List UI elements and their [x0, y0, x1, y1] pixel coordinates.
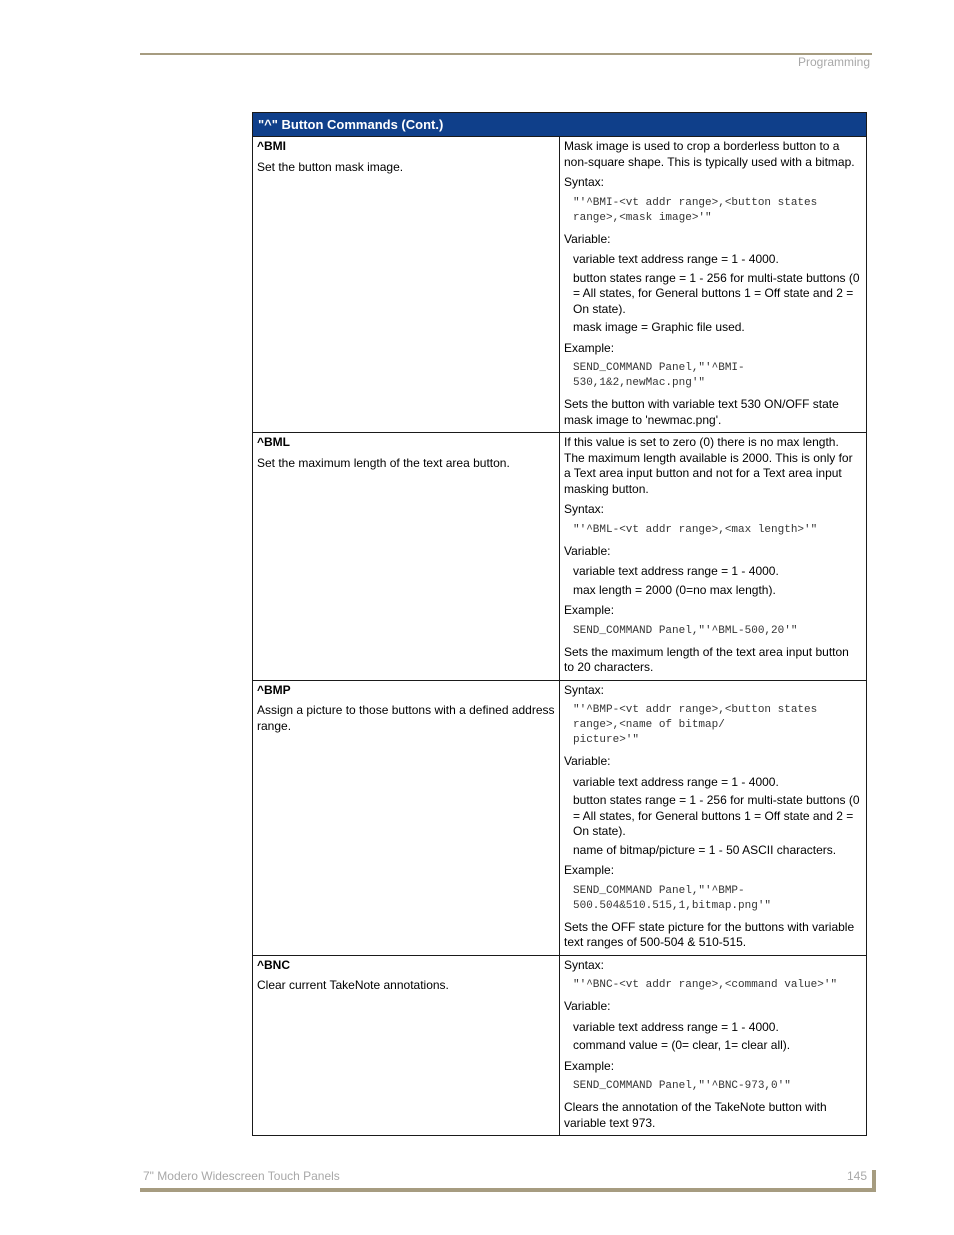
variable-item: name of bitmap/picture = 1 - 50 ASCII characters.	[573, 842, 837, 857]
syntax-code: "'^BNC-<vt addr range>,<command value>'"	[573, 979, 838, 991]
button-commands-table	[252, 112, 867, 1136]
variable-item: variable text address range = 1 - 4000.	[573, 1019, 779, 1034]
command-details	[560, 955, 867, 1136]
syntax-label: Syntax:	[564, 957, 605, 972]
syntax-label: Syntax:	[564, 502, 605, 516]
example-result: Sets the button with variable text 530 ON/OFF state mask image to 'newmac.png'.	[564, 397, 839, 427]
command-name: ^BMP	[257, 682, 291, 697]
command-details	[560, 433, 867, 681]
running-header: Programming	[797, 55, 870, 69]
command-cell	[253, 433, 560, 681]
example-result: Sets the maximum length of the text area input button to 20 characters.	[564, 644, 849, 674]
command-details	[560, 137, 867, 433]
example-code: SEND_COMMAND Panel,"'^BMP-500.504&510.515,1,bitmap.png'"	[573, 884, 772, 912]
command-summary: Set the button mask image.	[257, 159, 404, 174]
command-cell	[253, 955, 560, 1136]
table-row	[253, 137, 867, 433]
command-name: ^BNC	[257, 957, 291, 972]
command-details	[560, 680, 867, 955]
variable-item: mask image = Graphic file used.	[573, 320, 745, 334]
table-row	[253, 955, 867, 1136]
command-name: ^BMI	[257, 139, 287, 153]
command-cell	[253, 680, 560, 955]
syntax-code: "'^BMI-<vt addr range>,<button states range>,<mask image>'"	[573, 196, 824, 224]
variable-label: Variable:	[564, 754, 611, 768]
variable-label: Variable:	[564, 999, 611, 1013]
example-label: Example:	[564, 340, 615, 355]
command-intro: Mask image is used to crop a borderless button to a non-square shape. This is typically used with a bitmap.	[564, 139, 855, 169]
command-intro: If this value is set to zero (0) there is no max length. The maximum length available is 2000. This is only for a Text area input button and not for a Text area input masking button.	[564, 435, 853, 496]
example-code: SEND_COMMAND Panel,"'^BML-500,20'"	[573, 624, 798, 637]
variable-item: max length = 2000 (0=no max length).	[573, 582, 776, 597]
header-rule	[140, 53, 872, 55]
syntax-code: "'^BML-<vt addr range>,<max length>'"	[573, 523, 818, 536]
table-title: "^" Button Commands (Cont.)	[253, 113, 867, 137]
command-summary: Clear current TakeNote annotations.	[257, 978, 449, 992]
variable-label: Variable:	[564, 231, 611, 246]
variable-item: variable text address range = 1 - 4000.	[573, 564, 779, 578]
table-row	[253, 433, 867, 681]
example-code: SEND_COMMAND Panel,"'^BNC-973,0'"	[573, 1080, 791, 1092]
footer-rule	[140, 1188, 876, 1192]
footer-corner-mark	[872, 1170, 876, 1192]
table-header-row	[253, 113, 867, 137]
syntax-code: "'^BMP-<vt addr range>,<button states range>,<name of bitmap/ picture>'"	[573, 704, 818, 746]
variable-item: variable text address range = 1 - 4000.	[573, 252, 779, 266]
variable-item: button states range = 1 - 256 for multi-state buttons (0 = All states, for General buttons 1 = Off state and 2 = On state).	[573, 793, 860, 838]
command-cell	[253, 137, 560, 433]
variable-item: button states range = 1 - 256 for multi-state buttons (0 = All states, for General buttons 1 = Off state and 2 = On state).	[573, 270, 860, 316]
example-label: Example:	[564, 603, 615, 617]
command-name: ^BML	[257, 435, 290, 449]
command-summary: Assign a picture to those buttons with a defined address range.	[257, 703, 555, 733]
syntax-label: Syntax:	[564, 682, 605, 697]
variable-item: command value = (0= clear, 1= clear all).	[573, 1038, 791, 1052]
example-label: Example:	[564, 1058, 615, 1073]
syntax-label: Syntax:	[564, 175, 605, 189]
variable-label: Variable:	[564, 543, 611, 558]
footer-title: 7" Modero Widescreen Touch Panels	[143, 1169, 340, 1183]
variable-item: variable text address range = 1 - 4000.	[573, 774, 779, 789]
page-number: 145	[847, 1169, 868, 1183]
example-code: SEND_COMMAND Panel,"'^BMI-530,1&2,newMac.png'"	[573, 362, 745, 389]
example-result: Sets the OFF state picture for the buttons with variable text ranges of 500-504 & 510-515.	[564, 919, 855, 949]
command-summary: Set the maximum length of the text area button.	[257, 455, 510, 470]
example-label: Example:	[564, 863, 615, 877]
table-row	[253, 680, 867, 955]
example-result: Clears the annotation of the TakeNote button with variable text 973.	[564, 1100, 827, 1130]
